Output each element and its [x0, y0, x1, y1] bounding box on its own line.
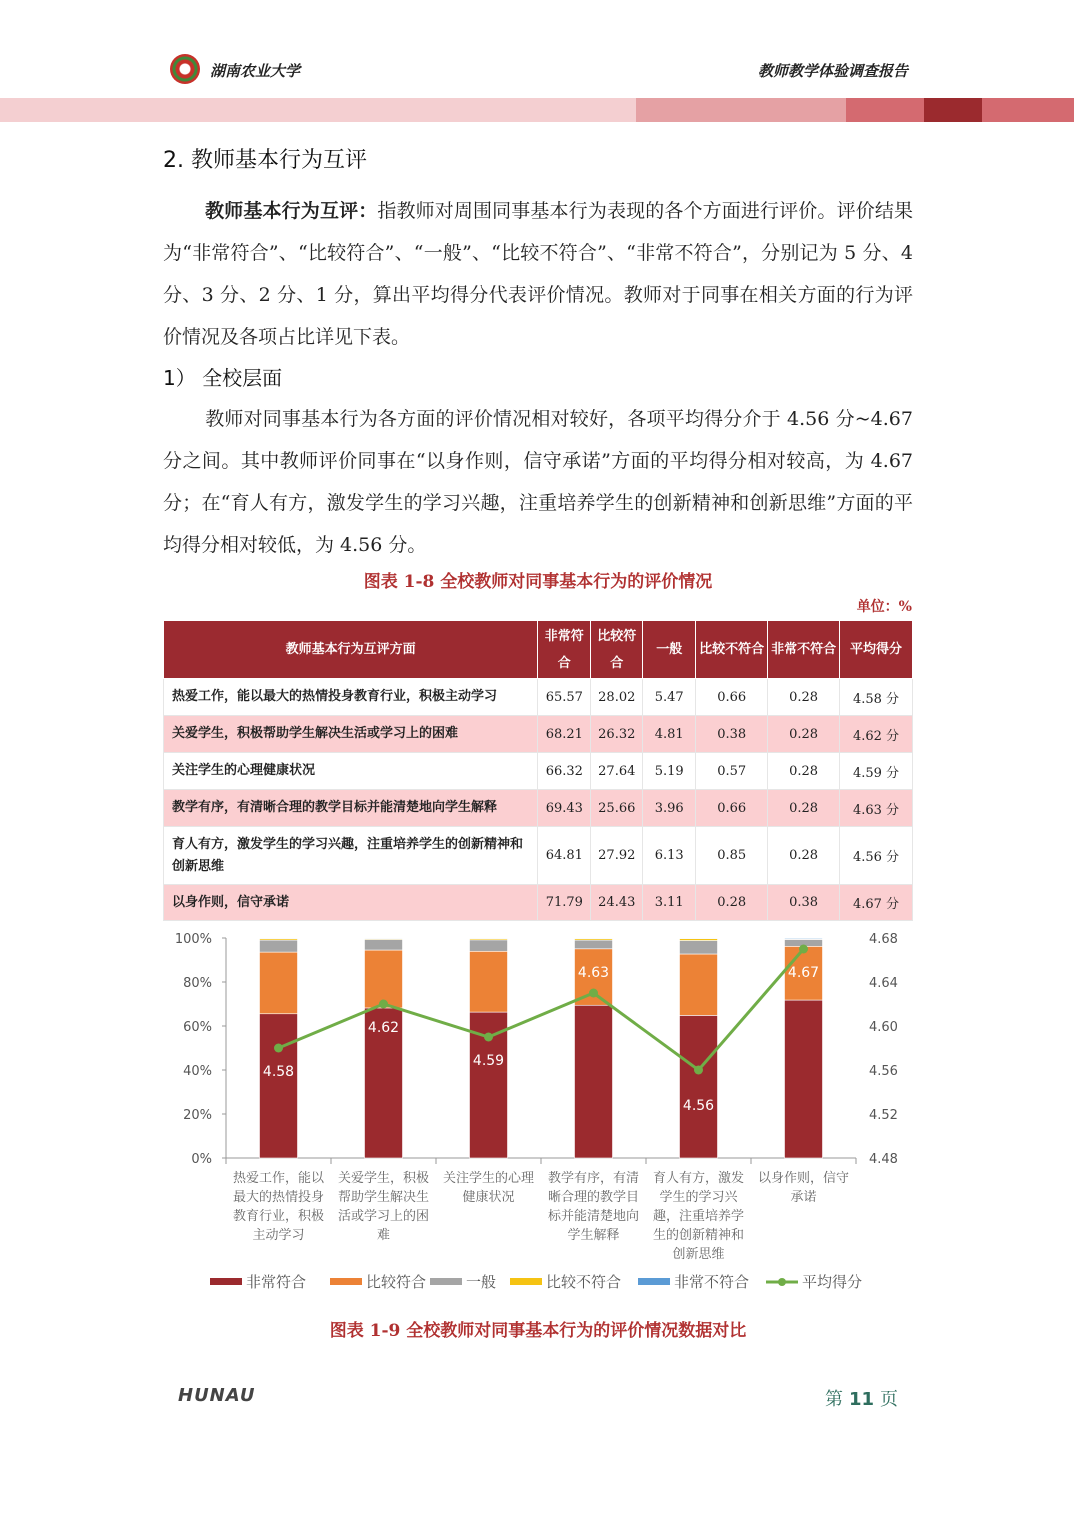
x-category-label: 教学有序，有清	[547, 1171, 640, 1186]
cell-value: 24.43	[591, 885, 643, 921]
chart-caption: 图表 1-9 全校教师对同事基本行为的评价情况数据对比	[329, 1321, 747, 1341]
legend-label: 一般	[466, 1273, 497, 1291]
x-category-label: 活或学习上的困	[337, 1209, 430, 1224]
cell-value: 0.66	[696, 790, 768, 827]
cell-value: 64.81	[538, 827, 591, 885]
page-prefix: 第	[824, 1389, 843, 1410]
header-band-segment	[924, 98, 982, 122]
bar-segment	[470, 938, 508, 939]
y-left-tick-label: 100%	[174, 932, 212, 947]
x-category-label: 趣，注重培养学	[652, 1209, 745, 1224]
cell-aspect: 育人有方，激发学生的学习兴趣，注重培养学生的创新精神和创新思维	[164, 827, 538, 885]
x-category-label: 关注学生的心理	[442, 1171, 535, 1186]
cell-average: 4.67 分	[840, 885, 913, 921]
university-logo-icon	[170, 54, 200, 84]
cell-value: 6.13	[643, 827, 696, 885]
bar-segment	[470, 951, 508, 1012]
cell-value: 0.38	[696, 716, 768, 753]
average-score-label: 4.59	[472, 1053, 505, 1069]
legend-swatch	[330, 1278, 362, 1285]
cell-value: 0.38	[768, 885, 840, 921]
y-right-tick-label: 4.60	[869, 1020, 898, 1035]
average-score-point	[589, 989, 598, 998]
cell-aspect: 以身作则，信守承诺	[164, 885, 538, 921]
legend-label: 比较不符合	[546, 1273, 622, 1291]
x-category-label: 热爱工作，能以	[232, 1171, 325, 1186]
subsection-title: 1） 全校层面	[163, 366, 283, 390]
table-row	[164, 679, 913, 716]
evaluation-table	[163, 620, 913, 921]
legend-label: 非常符合	[246, 1273, 307, 1291]
cell-average: 4.63 分	[840, 790, 913, 827]
bar-segment	[575, 938, 613, 939]
x-category-label: 难	[376, 1228, 391, 1243]
cell-value: 0.28	[696, 885, 768, 921]
bar-segment	[365, 939, 403, 950]
unit-label: 单位：%	[856, 599, 912, 615]
table-caption: 图表 1-8 全校教师对同事基本行为的评价情况	[363, 572, 713, 592]
y-left-tick-label: 60%	[183, 1020, 212, 1035]
x-category-label: 承诺	[790, 1190, 817, 1205]
header-agree: 比较符合	[591, 621, 643, 679]
average-score-point	[484, 1033, 493, 1042]
stacked-bar-line-chart	[163, 925, 913, 1307]
cell-average: 4.62 分	[840, 716, 913, 753]
cell-aspect: 关注学生的心理健康状况	[164, 753, 538, 790]
header-aspect: 教师基本行为互评方面	[164, 621, 538, 679]
cell-average: 4.58 分	[840, 679, 913, 716]
y-left-tick-label: 0%	[191, 1152, 212, 1167]
cell-average: 4.59 分	[840, 753, 913, 790]
legend-label: 平均得分	[802, 1273, 863, 1291]
table-header-row	[164, 621, 913, 679]
average-score-line	[279, 949, 804, 1070]
cell-value: 65.57	[538, 679, 591, 716]
legend-swatch	[510, 1278, 542, 1285]
x-category-label: 创新思维	[672, 1247, 725, 1262]
header-band-segment	[846, 98, 924, 122]
cell-value: 0.28	[768, 716, 840, 753]
x-category-label: 主动学习	[252, 1228, 305, 1243]
x-category-label: 健康状况	[462, 1190, 515, 1205]
header-band-segment	[636, 98, 846, 122]
average-score-point	[274, 1044, 283, 1053]
header-report-title: 教师教学体验调查报告	[757, 62, 908, 80]
table-row	[164, 790, 913, 827]
header-very-disagree: 非常不符合	[768, 621, 840, 679]
legend-swatch	[210, 1278, 242, 1285]
cell-value: 27.92	[591, 827, 643, 885]
legend-swatch	[638, 1278, 670, 1285]
legend-label: 比较符合	[366, 1273, 427, 1291]
bar-segment	[680, 1015, 718, 1158]
footer-logo-text: HUNAU	[178, 1385, 256, 1406]
summary-text: 教师对同事基本行为各方面的评价情况相对较好，各项平均得分介于 4.56 分~4.67 分之间。其中教师评价同事在“以身作则，信守承诺”方面的平均得分相对较高，为 4.67 分；在“育人有方，激发学生的学习兴趣，注重培养学生的创新精神和创新思维”方面的平均得分相对较低，为 4.56 分。	[163, 408, 913, 556]
average-score-label: 4.63	[577, 965, 610, 981]
average-score-label: 4.58	[262, 1064, 295, 1080]
table-row	[164, 827, 913, 885]
header-university: 湖南农业大学	[210, 62, 301, 80]
x-category-label: 学生解释	[567, 1228, 620, 1243]
cell-aspect: 教学有序，有清晰合理的教学目标并能清楚地向学生解释	[164, 790, 538, 827]
header-disagree: 比较不符合	[696, 621, 768, 679]
average-score-label: 4.67	[787, 965, 820, 981]
bar-segment	[680, 941, 718, 954]
cell-average: 4.56 分	[840, 827, 913, 885]
x-category-label: 标并能清楚地向	[547, 1209, 640, 1224]
cell-value: 68.21	[538, 716, 591, 753]
bar-segment	[575, 940, 613, 949]
header-band-segment	[0, 98, 636, 122]
y-right-tick-label: 4.48	[869, 1152, 898, 1167]
cell-value: 0.57	[696, 753, 768, 790]
average-score-label: 4.56	[682, 1098, 715, 1114]
bar-segment	[260, 940, 298, 952]
cell-aspect: 热爱工作，能以最大的热情投身教育行业，积极主动学习	[164, 679, 538, 716]
x-category-label: 帮助学生解决生	[337, 1190, 430, 1205]
bar-segment	[260, 952, 298, 1014]
average-score-label: 4.62	[367, 1020, 400, 1036]
average-score-point	[694, 1066, 703, 1075]
cell-value: 0.85	[696, 827, 768, 885]
cell-value: 0.28	[768, 679, 840, 716]
bar-segment	[785, 1000, 823, 1158]
x-category-label: 育人有方，激发	[652, 1171, 745, 1186]
x-category-label: 晰合理的教学目	[547, 1190, 640, 1205]
cell-value: 4.81	[643, 716, 696, 753]
y-right-tick-label: 4.68	[869, 932, 898, 947]
cell-value: 3.96	[643, 790, 696, 827]
definition-lead: 教师基本行为互评：	[205, 200, 378, 222]
bar-segment	[680, 938, 718, 939]
paragraph-definition	[163, 190, 913, 358]
bar-segment	[680, 954, 718, 1015]
y-right-tick-label: 4.56	[869, 1064, 898, 1079]
table-row	[164, 716, 913, 753]
bar-segment	[785, 938, 823, 939]
header-neutral: 一般	[643, 621, 696, 679]
y-left-tick-label: 20%	[183, 1108, 212, 1123]
y-right-tick-label: 4.52	[869, 1108, 898, 1123]
header-very-agree: 非常符合	[538, 621, 591, 679]
cell-value: 5.47	[643, 679, 696, 716]
cell-value: 0.28	[768, 790, 840, 827]
page-number	[825, 1385, 898, 1411]
cell-aspect: 关爱学生，积极帮助学生解决生活或学习上的困难	[164, 716, 538, 753]
page-suffix: 页	[880, 1389, 898, 1410]
legend-label: 非常不符合	[674, 1273, 750, 1291]
y-left-tick-label: 40%	[183, 1064, 212, 1079]
cell-value: 3.11	[643, 885, 696, 921]
paragraph-summary	[163, 398, 913, 566]
header-band-segment	[982, 98, 1074, 122]
bar-segment	[365, 938, 403, 939]
bar-segment	[470, 940, 508, 951]
x-category-label: 关爱学生，积极	[337, 1171, 430, 1186]
average-score-point	[379, 1000, 388, 1009]
cell-value: 69.43	[538, 790, 591, 827]
cell-value: 71.79	[538, 885, 591, 921]
page-number-value: 11	[848, 1389, 874, 1410]
x-category-label: 学生的学习兴	[659, 1190, 738, 1205]
header-average: 平均得分	[840, 621, 913, 679]
bar-segment	[260, 938, 298, 939]
legend-point-swatch	[778, 1278, 786, 1286]
x-category-label: 教育行业，积极	[232, 1209, 325, 1224]
bar-segment	[575, 1005, 613, 1158]
legend-swatch	[430, 1278, 462, 1285]
bar-segment	[365, 950, 403, 1008]
cell-value: 27.64	[591, 753, 643, 790]
table-row	[164, 753, 913, 790]
x-category-label: 最大的热情投身	[232, 1190, 325, 1205]
cell-value: 28.02	[591, 679, 643, 716]
cell-value: 0.28	[768, 827, 840, 885]
cell-value: 0.66	[696, 679, 768, 716]
y-left-tick-label: 80%	[183, 976, 212, 991]
bar-segment	[260, 1014, 298, 1158]
cell-value: 5.19	[643, 753, 696, 790]
table-row	[164, 885, 913, 921]
x-category-label: 以身作则，信守	[757, 1171, 850, 1186]
cell-value: 25.66	[591, 790, 643, 827]
average-score-point	[799, 945, 808, 954]
y-right-tick-label: 4.64	[869, 976, 898, 991]
section-title: 2. 教师基本行为互评	[163, 148, 367, 173]
cell-value: 0.28	[768, 753, 840, 790]
cell-value: 66.32	[538, 753, 591, 790]
cell-value: 26.32	[591, 716, 643, 753]
definition-text: 指教师对周围同事基本行为表现的各个方面进行评价。评价结果为“非常符合”、“比较符合”、“一般”、“比较不符合”、“非常不符合”，分别记为 5 分、4 分、3 分、2 分、1 分，算出平均得分代表评价情况。教师对于同事在相关方面的行为评价情况及各项占比详见下表。	[163, 200, 913, 348]
x-category-label: 生的创新精神和	[652, 1228, 745, 1243]
